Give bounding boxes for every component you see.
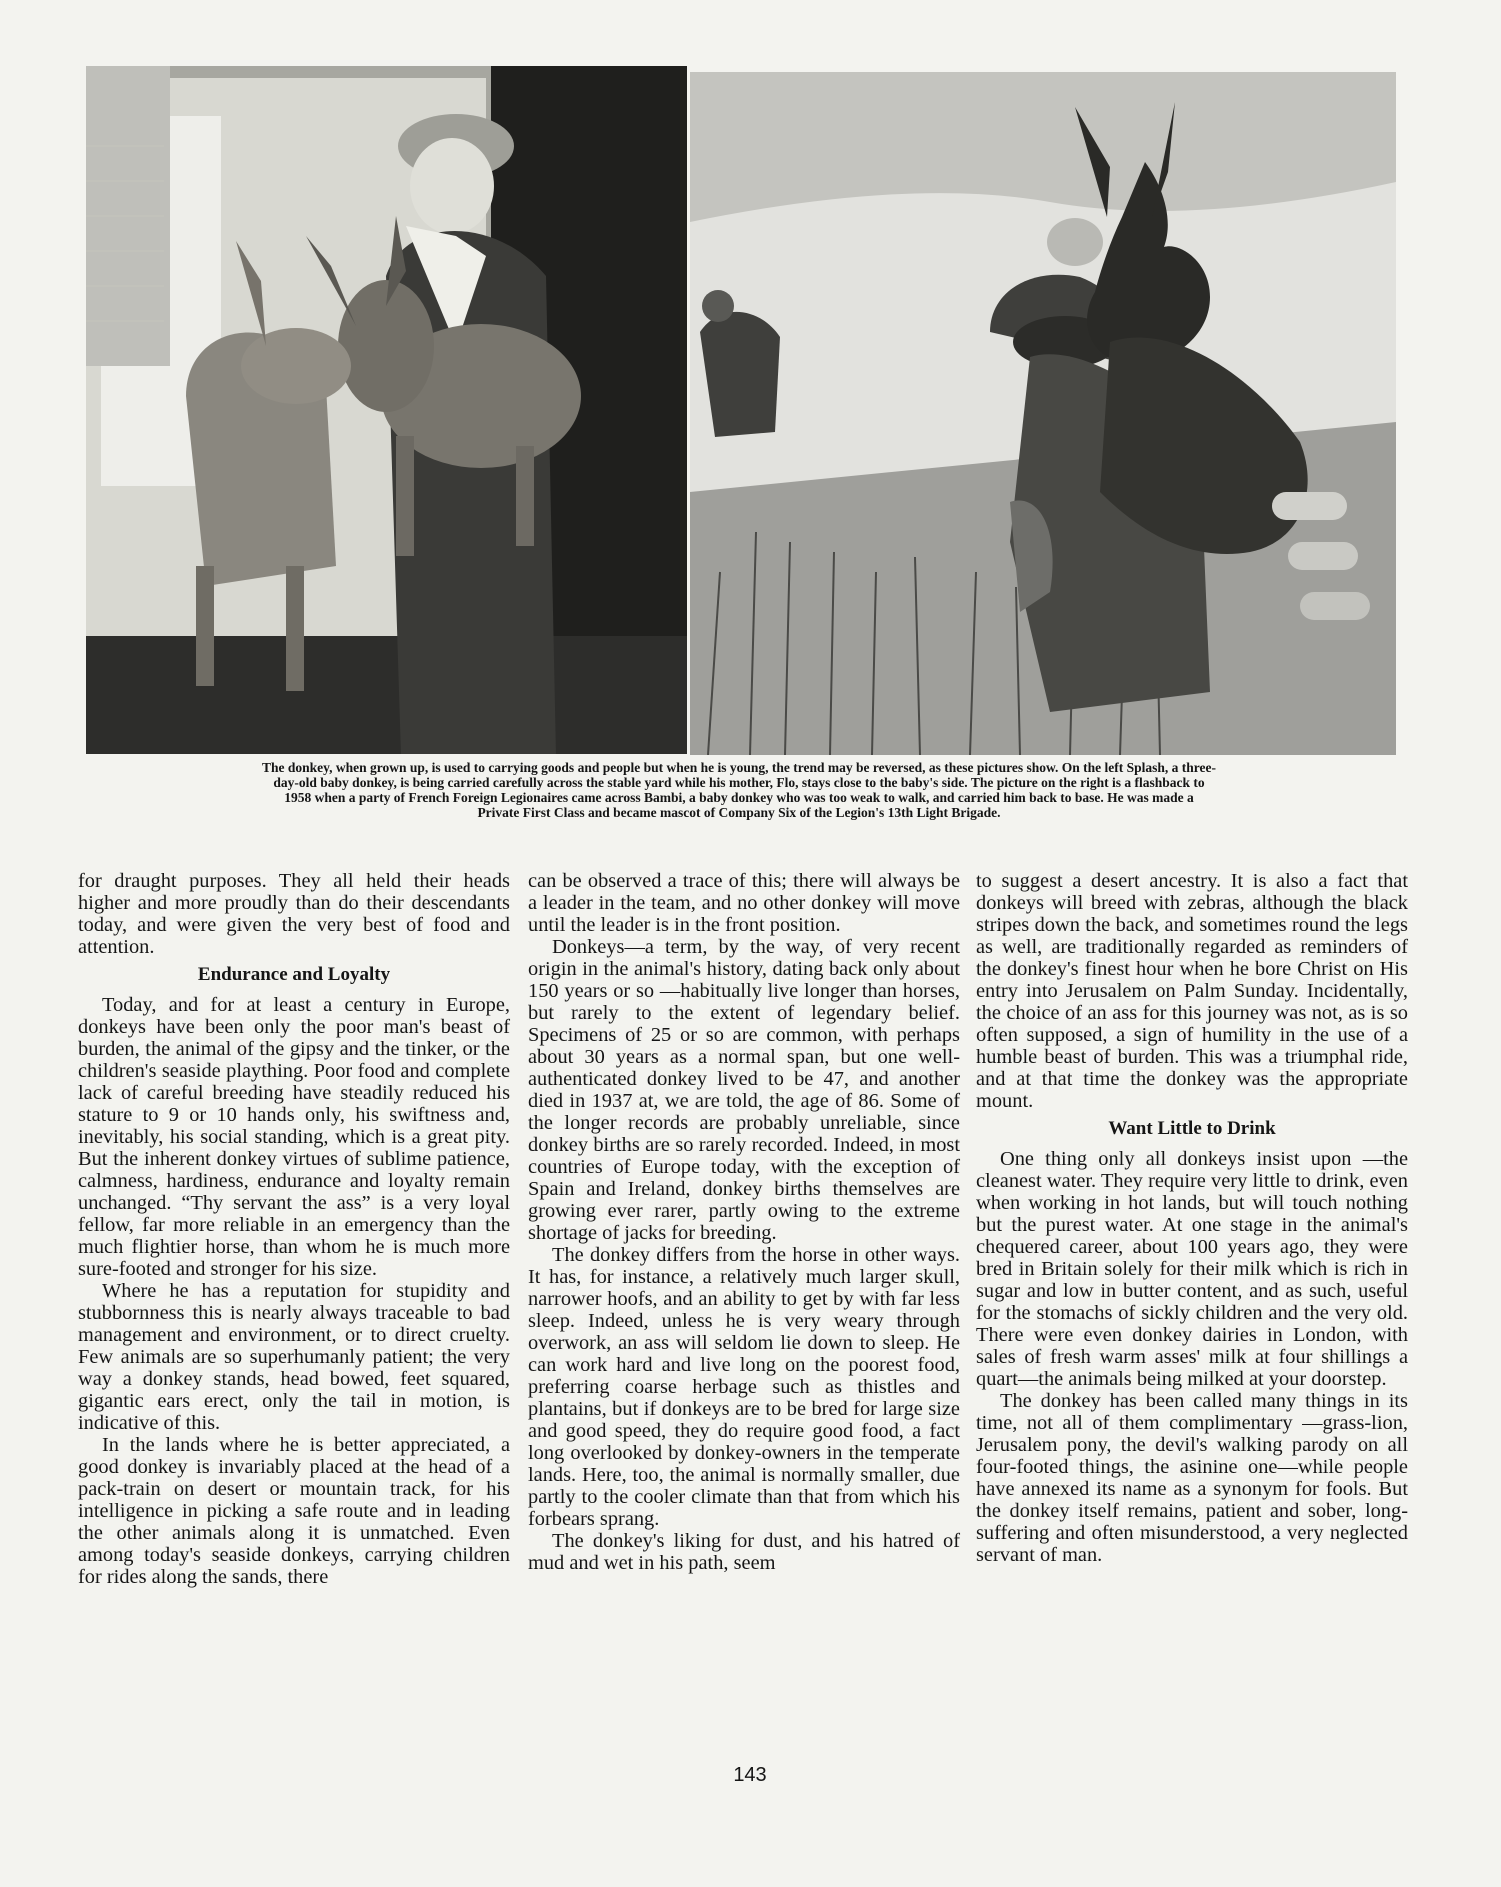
photo-legionnaire-baby-donkey (690, 72, 1396, 755)
section-heading-endurance-and-loyalty: Endurance and Loyalty (197, 964, 391, 985)
paragraph: The donkey's liking for dust, and his hatred of mud and wet in his path, seem (528, 1530, 960, 1574)
paragraph: In the lands where he is better appreciated, a good donkey is invariably placed at the head of a pack-train on desert or mountain track, for his intelligence in picking a safe route and in leading the other animals along it is unmatched. Even among today's seaside donkeys, carrying children for rides along the sands, there (78, 1434, 510, 1588)
paragraph: to suggest a desert ancestry. It is also a fact that donkeys will breed with zebras, although the black stripes down the back, and sometimes round the legs as well, are traditionally regarded as reminders of the donkey's finest hour when he bore Christ on His entry into Jerusalem on Palm Sunday. Incidentally, the choice of an ass for this journey was not, as is so often supposed, a sign of humility in the use of a humble beast of burden. This was a triumphal ride, and at that time the donkey was the appropriate mount. (976, 870, 1408, 1112)
paragraph: The donkey differs from the horse in other ways. It has, for instance, a relatively much larger skull, narrower hoofs, and an ability to get by with far less sleep. Indeed, unless he is very weary through overwork, an ass will seldom lie down to sleep. He can work hard and live long on the poorest food, preferring coarse herbage such as thistles and plantains, but if donkeys are to be bred for large size and good speed, they do require good food, a fact long overlooked by donkey-owners in the temperate lands. Here, too, the animal is normally smaller, due partly to the cooler climate than that from which his forbears sprang. (528, 1244, 960, 1530)
article-column-3 (976, 870, 1408, 1566)
paragraph: The donkey has been called many things in its time, not all of them complimentary —grass-lion, Jerusalem pony, the devil's walking parody on all four-footed things, the asinine one—while people have annexed its name as a synonym for fools. But the donkey itself remains, patient and sober, long-suffering and often misunderstood, a very neglected servant of man. (976, 1390, 1408, 1566)
photo-legionnaire-baby-donkey-icon (690, 72, 1396, 755)
paragraph: Donkeys—a term, by the way, of very recent origin in the animal's history, dating back only about 150 years or so —habitually live longer than horses, but rarely to the extent of legendary belief. Specimens of 25 or so are common, with perhaps about 30 years as a normal span, but one well-authenticated donkey lived to be 47, and another died in 1937 at, we are told, the age of 86. Some of the longer records are probably unreliable, since donkey births are so rarely recorded. Indeed, in most countries of Europe today, with the exception of Spain and Ireland, donkey births themselves are growing ever rarer, partly owing to the extreme shortage of jacks for breeding. (528, 936, 960, 1244)
paragraph: One thing only all donkeys insist upon —the cleanest water. They require very little to drink, even when working in hot lands, but will touch nothing but the purest water. At one stage in the animal's chequered career, about 100 years ago, they were bred in Britain solely for their milk which is rich in sugar and low in butter content, and as such, useful for the stomachs of sickly children and the very old. There were even donkey dairies in London, with sales of fresh warm asses' milk at four shillings a quart—the animals being milked at your doorstep. (976, 1148, 1408, 1390)
article-column-1 (78, 870, 510, 1588)
paragraph: Today, and for at least a century in Europe, donkeys have been only the poor man's beast of burden, the animal of the gipsy and the tinker, or the children's seaside plaything. Poor food and complete lack of careful breeding have steadily reduced his stature to 9 or 10 hands only, his swiftness and, inevitably, his social standing, which is a great pity. But the inherent donkey virtues of sublime patience, calmness, hardiness, endurance and loyalty remain unchanged. “Thy servant the ass” is a very loyal fellow, far more reliable in an emergency than the much flightier horse, than whom he is much more sure-footed and stronger for his size. (78, 994, 510, 1280)
photo-caption: The donkey, when grown up, is used to carrying goods and people but when he is young, the trend may be reversed, as these pictures show. On the left Splash, a three- day-old baby donkey, is being carried carefully across the stable yard while his mother, Flo, stays close to the baby's side. The picture on the right is a flashback to 1958 when a party of French Foreign Legionaires came across Bambi, a baby donkey who was too weak to walk, and carried him back to base. He was made a Private First Class and became mascot of Company Six of the Legion's 13th Light Brigade. (262, 760, 1216, 820)
paragraph: can be observed a trace of this; there will always be a leader in the team, and no other donkey will move until the leader is in the front position. (528, 870, 960, 936)
photo-splash-baby-donkey (86, 66, 687, 754)
article-column-2 (528, 870, 960, 1574)
section-heading-want-little-to-drink: Want Little to Drink (1108, 1118, 1276, 1139)
paragraph: Where he has a reputation for stupidity and stubbornness this is nearly always traceable to bad management and environment, or to direct cruelty. Few animals are so superhumanly patient; the very way a donkey stands, head bowed, feet squared, gigantic ears erect, only the tail in motion, is indicative of this. (78, 1280, 510, 1434)
photo-splash-baby-donkey-icon (86, 66, 687, 754)
page-number: 143 (733, 1764, 767, 1786)
paragraph: for draught purposes. They all held their heads higher and more proudly than do their descendants today, and were given the very best of food and attention. (78, 870, 510, 958)
